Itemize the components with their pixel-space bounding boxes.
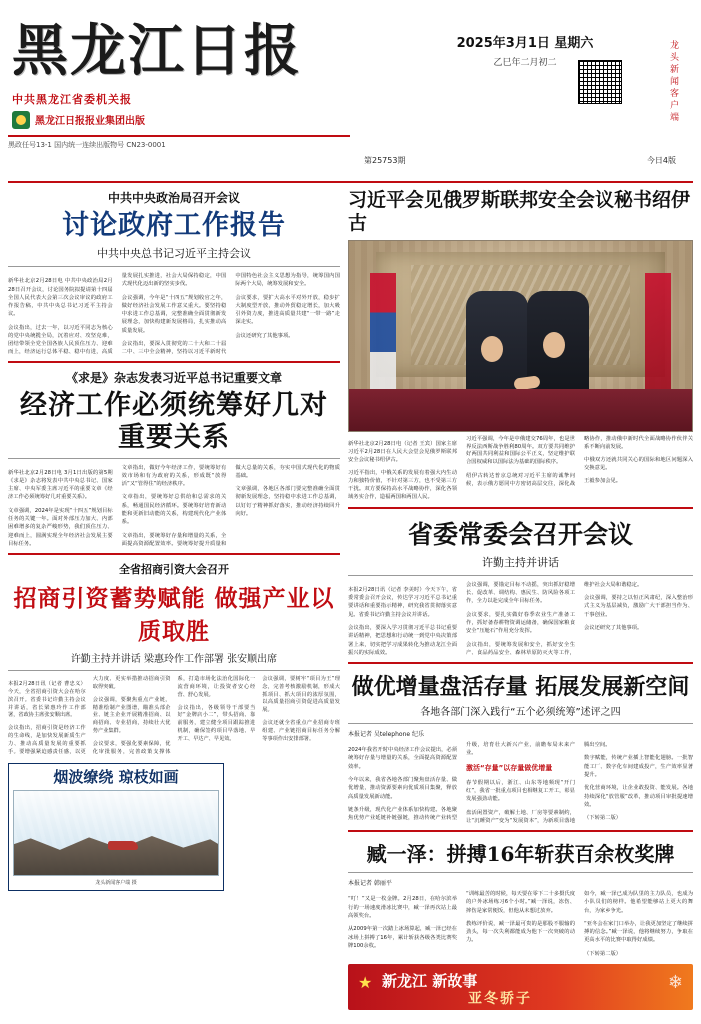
publish-date: 2025年3月1日 星期六 xyxy=(456,36,594,51)
zangyize-headline: 臧一泽：拼搏16年斩获百余枚奖牌 xyxy=(366,842,675,867)
paragraph: 从2009年第一次踏上冰场算起，臧一泽已经在冰场上拼搏了16年，累计斩获各级各类比赛奖牌100余枚。 xyxy=(348,926,457,949)
standing-committee-body xyxy=(348,581,693,657)
paragraph: 会议指出，过去一年，以习近平同志为核心的党中央统揽全局，沉着应对、攻坚克难，团结带领全党全国各族人民顶住压力、迎难而上，经济运行总体平稳、稳中有进，高质量发展扎实推进，社会大局保持稳定，中国式现代化迈出新的坚实步伐。 xyxy=(8,273,227,356)
party-organ-line: 中共黑龙江省委机关报 xyxy=(12,92,132,106)
article-qiushi xyxy=(8,369,340,548)
paragraph: 会议指出，要统筹发展和安全，抓好安全生产、食品药品安全、森林草原防灭火等工作，维护社会大局和谐稳定。 xyxy=(466,581,643,656)
paragraph: 2024年我省开时中央经济工作会议提出，必须统筹好存量与增量的关系，全面提高资源配置效率。 xyxy=(348,747,457,770)
paragraph: “训练最苦的时候，每天要在零下二十多摄氏度的户外冰场练习6个小时。”臧一泽说，冻伤、摔伤是家常便饭，但他从未想过放弃。 xyxy=(466,891,575,914)
divider xyxy=(8,266,340,267)
paragraph: 会议强调，要树牢“项目为王”理念，完善考核激励机制，形成大抓项目、抓大项目的浓厚氛围，以高质量招商引资促进高质量发展。 xyxy=(262,675,340,714)
paragraph: 新华社北京2月28日电 3月1日出版的第5期《求是》杂志将发表中共中央总书记、国家主席、中央军委主席习近平的重要文章《经济工作必须统筹好几对重要关系》。 xyxy=(8,469,113,501)
series-banner[interactable] xyxy=(348,964,693,1010)
paragraph: 本报2月28日讯（记者 李美时）今天下午，省委常委会召开会议，传达学习习近平总书记重要讲话和重要指示精神，研究我省贯彻落实意见。省委书记许勤主持会议并讲话。 xyxy=(348,587,457,618)
paragraph: 会议指出，要深入贯彻党的二十大和二十届二中、三中全会精神，坚持以习近平新时代中国特色社会主义思想为指导，统筹国内国际两个大局，统筹发展和安全。 xyxy=(121,273,340,356)
standing-committee-subhead: 许勤主持并讲话 xyxy=(482,555,559,569)
right-column xyxy=(348,189,693,1010)
masthead-rule xyxy=(8,135,350,137)
divider xyxy=(8,458,340,459)
paragraph: 文章指出，要统筹好总供给和总需求的关系，畅通国民经济循环。要统筹好培育新动能和更新旧动能的关系，构建现代化产业体系。 xyxy=(121,494,227,526)
star-icon: ★ xyxy=(358,973,373,993)
photo-feature-box xyxy=(8,763,224,892)
paragraph: 会议还就全省重点产业招商专班组建、产业链招商目标任务分解等事项作出安排部署。 xyxy=(262,720,340,742)
article-investment xyxy=(8,561,340,757)
optimize-byline: 本报记者 吴telephone 纪乐 xyxy=(348,730,424,738)
paragraph: 文章强调，2024年是实现“十四五”规划目标任务的关键一年。面对外部压力加大、内部困难增多的复杂严峻形势，我们顶住压力、迎难而上，圆满实现全年经济社会发展主要目标任务。 xyxy=(8,507,113,547)
optimize-subsection-title: 激活“存量”以存量做优增量 xyxy=(466,763,553,772)
paragraph: 文章强调，各地区各部门要完整准确全面贯彻新发展理念，坚持稳中求进工作总基调，以钉钉子精神抓好落实，推动经济持续回升向好。 xyxy=(235,486,340,517)
xi-shoigu-photo xyxy=(348,240,693,432)
paragraph: 会议强调，要聚焦重点产业链，精准绘制产业图谱，瞄准头部企业、链主企业开展精准招商、以商招商、专业招商，持续壮大优势产业集群。 xyxy=(92,696,171,734)
paragraph: 文章指出，做好今年经济工作，要统筹好有效市场和有为政府的关系，形成既“放得活”又“管得住”的经济秩序。 xyxy=(121,464,227,487)
article-xi-shoigu xyxy=(348,189,693,502)
paragraph: 会议要求，要扎实做好春季农业生产准备工作，抓好备春耕物资调运储备，确保国家粮食安全“压舱石”作用充分发挥。 xyxy=(466,611,575,635)
divider xyxy=(348,723,693,724)
photo-feature-credit: 龙头新闻客户端 摄 xyxy=(95,880,137,887)
paragraph: 文章指出，要统筹好存量和增量的关系，全面提高资源配置效率。要统筹好提升质量和做大总量的关系，夯实中国式现代化的物质基础。 xyxy=(121,464,340,547)
group-logo-icon xyxy=(12,111,30,129)
zangyize-body xyxy=(348,890,693,958)
article-zangyize xyxy=(348,838,693,958)
lead-headline: 讨论政府工作报告 xyxy=(62,210,286,241)
paragraph: 如今，臧一泽已成为队里的主力队员，也成为小队员们的榜样。他希望能够站上更大的舞台，为家乡争光。 xyxy=(584,891,693,914)
optimize-body xyxy=(348,741,693,825)
zangyize-byline: 本报记者 韩丽平 xyxy=(348,880,392,888)
investment-headline: 招商引资蓄势赋能 做强产业以质取胜 xyxy=(13,584,335,645)
qiushi-kicker: 《求是》杂志发表习近平总书记重要文章 xyxy=(65,371,282,386)
paragraph: “亚冬会在家门口举办，让我更加坚定了继续拼搏的信念。”臧一泽说，他将继续努力，争取在更高水平的比赛中取得好成绩。 xyxy=(584,921,693,944)
continuation-note: （下转第二版） xyxy=(584,950,622,957)
left-column xyxy=(8,189,340,1010)
masthead-left xyxy=(8,6,356,176)
paragraph: 春节假期以后，浙江、山东等地频现“开门红”，我省一批重点项目也相继复工开工，彰显发展强劲动能。 xyxy=(466,779,575,803)
divider xyxy=(348,830,693,832)
masthead-right xyxy=(356,6,686,176)
app-promo-text: 龙头新闻客户端 xyxy=(668,40,678,124)
paragraph: 中俄双方还就共同关心的国际和地区问题深入交换意见。 xyxy=(584,456,693,471)
divider xyxy=(8,361,340,363)
article-optimize-increment xyxy=(348,670,693,825)
investment-subhead: 许勤主持并讲话 梁惠玲作工作部署 张安顺出席 xyxy=(70,653,278,665)
paragraph: 王毅参加会见。 xyxy=(584,477,622,484)
paragraph: 习近平强调，今年是中俄建交76周年，也是世界反法西斯战争胜利80周年。双方要共同维护好两国共同利益和国际公平正义，坚定维护联合国权威和以国际法为基础的国际秩序。 xyxy=(466,435,575,466)
issue-number: 第25753期 xyxy=(364,156,406,165)
photo-feature-image xyxy=(13,790,219,876)
paragraph: 会议要求，要强化要素保障，优化审批服务，完善政策支撑体系，打造市场化法治化国际化一流营商环境，让投资者安心经营、舒心发展。 xyxy=(92,675,256,755)
continuation-note: （下转第二版） xyxy=(584,815,622,822)
paragraph: 优化营商环境，让企业敢投资、能发展。各地持续深化“放管服”改革，推动项目审批提速增效。 xyxy=(584,785,693,808)
newspaper-title: 黑龙江日报 xyxy=(12,18,302,84)
publisher-name: 黑龙江日报报业集团出版 xyxy=(35,116,145,128)
xi-shoigu-headline: 习近平会见俄罗斯联邦安全会议秘书绍伊古 xyxy=(348,189,691,234)
paragraph: 会议强调，今年是“十四五”规划收官之年，做好经济社会发展工作意义重大。要坚持稳中求进工作总基调，完整准确全面贯彻新发展理念，加快构建新发展格局，扎实推动高质量发展。 xyxy=(121,294,227,334)
lead-kicker: 中共中央政治局召开会议 xyxy=(107,191,240,205)
paragraph: “叮！”又是一枚金牌。2月28日，在哈尔滨举行的一场速度滑冰比赛中，臧一泽再次站上最高领奖台。 xyxy=(348,896,457,919)
license-number: 黑政任号13-1 国内统一连续出版物号 CN23-0001 xyxy=(8,140,166,149)
photo-feature-title: 烟波缭绕 琼枝如画 xyxy=(53,767,179,786)
qiushi-headline: 经济工作必须统筹好几对重要关系 xyxy=(20,390,328,453)
qiushi-body xyxy=(8,464,340,548)
divider xyxy=(348,507,693,509)
paragraph: 会议还研究了其他事项。 xyxy=(584,625,643,632)
paragraph: 绍伊古转达普京总统对习近平主席的诚挚问候，表示俄方愿同中方密切高层交往，深化战略协作，推动俄中新时代全面战略协作伙伴关系不断向前发展。 xyxy=(466,435,693,487)
paragraph: 新华社北京2月28日电 中共中央政治局2月28日召开会议，讨论国务院拟提请第十四届全国人民代表大会第三次会议审议的政府工作报告稿，中共中央总书记习近平主持会议。 xyxy=(8,278,113,318)
paragraph: 链条升级，现代化产业体系加快构建。各地聚焦优势产业延链补链强链，推动传统产业转型升级，培育壮大新兴产业，前瞻布局未来产业。 xyxy=(348,741,575,822)
qr-code[interactable] xyxy=(578,60,622,104)
investment-body xyxy=(8,676,340,757)
paragraph: 本报2月28日讯（记者 曹忠义）今天，全省招商引资大会在哈尔滨召开。省委书记许勤主持会议并讲话，省长梁惠玲作工作部署，省政协主席张安顺出席。 xyxy=(8,681,86,719)
lunar-date: 乙巳年二月初二 xyxy=(493,58,557,68)
paragraph: 习近平指出，中俄关系的发展有着强大内生动力和独特价值，不针对第三方，也不受第三方干扰。双方要保持高水平战略协作，深化各领域务实合作，造福两国和两国人民。 xyxy=(348,470,457,500)
article-standing-committee xyxy=(348,515,693,657)
banner-line-2: 亚冬骄子 xyxy=(468,991,532,1008)
investment-kicker: 全省招商引资大会召开 xyxy=(119,562,229,576)
paragraph: 会议指出，招商引资是经济工作的生命线，是加快发展新质生产力、推动高质量发展的重要抓手。要增强紧迫感责任感，以更大力度、更实举措推动招商引资取得突破。 xyxy=(8,675,171,755)
paragraph: 会议强调，要持之以恒正风肃纪，深入整治形式主义为基层减负，激励广大干部担当作为、干事创业。 xyxy=(584,595,693,618)
page-count: 今日4版 xyxy=(646,156,676,165)
divider xyxy=(8,553,340,555)
paragraph: 教练评价说，臧一泽最可贵的是那股不服输的劲头，每一次失利都能成为他下一次突破的动力。 xyxy=(466,921,575,944)
lead-body xyxy=(8,272,340,356)
divider xyxy=(8,670,340,671)
article-politburo xyxy=(8,189,340,356)
masthead-bottom-rule xyxy=(8,181,693,183)
license-row xyxy=(8,140,350,150)
paragraph: 会议还研究了其他事项。 xyxy=(235,332,294,339)
standing-committee-headline: 省委常委会召开会议 xyxy=(407,519,633,549)
publisher-row xyxy=(12,111,350,129)
paragraph: 会议强调，要锚定目标不动摇，突出抓好稳增长、促改革、调结构、惠民生、防风险各项工作，全力以赴完成全年目标任务。 xyxy=(466,581,575,605)
masthead xyxy=(8,6,693,176)
paragraph: 会议指出，各级领导干部要当好“金牌店小二”，带头招商、靠前服务，建立健全项目跟踪推进机制，确保签约项目早落地、早开工、早达产、早见效。 xyxy=(177,704,256,742)
optimize-subhead: 各地各部门深入践行“五个必须统筹”述评之四 xyxy=(420,706,621,718)
divider xyxy=(348,662,693,664)
lead-subhead: 中共中央总书记习近平主持会议 xyxy=(97,247,251,261)
paragraph: 新华社北京2月28日电（记者 王宾）国家主席习近平2月28日在人民大会堂会见俄罗斯联邦安全会议秘书绍伊古。 xyxy=(348,440,457,463)
banner-line-1: 新龙江 新故事 xyxy=(382,972,478,991)
paragraph: 盘活闲置资产，破解土地、厂房等要素制约，让“沉睡资产”变为“发展资本”，为新项目落地腾出空间。 xyxy=(466,741,611,824)
optimize-headline: 做优增量盘活存量 拓展发展新空间 xyxy=(351,673,690,700)
paragraph: 会议要求，要扩大高水平对外开放，稳步扩大制度型开放，推动外贸稳定增长，加大吸引外资力度，推进高质量共建“一带一路”走深走实。 xyxy=(235,294,340,326)
xi-shoigu-caption xyxy=(348,436,693,502)
divider xyxy=(348,575,693,576)
paragraph: 今年以来，我省各地各部门聚焦盘活存量、做优增量，推动资源要素向优质项目集聚，释放高质量发展新动能。 xyxy=(348,777,457,800)
content-columns xyxy=(8,189,693,1010)
divider xyxy=(348,872,693,873)
paragraph: 会议指出，要深入学习贯彻习近平总书记重要讲话精神，把思想和行动统一到党中央决策部署上来，切实把学习成果转化为推动龙江全面振兴的实际成效。 xyxy=(348,625,457,656)
paragraph: 数字赋能，传统产业插上智能化翅膀。一批智能工厂、数字化车间建成投产，生产效率显著提升。 xyxy=(584,755,693,778)
snowflake-icon: ❄ xyxy=(667,972,683,994)
